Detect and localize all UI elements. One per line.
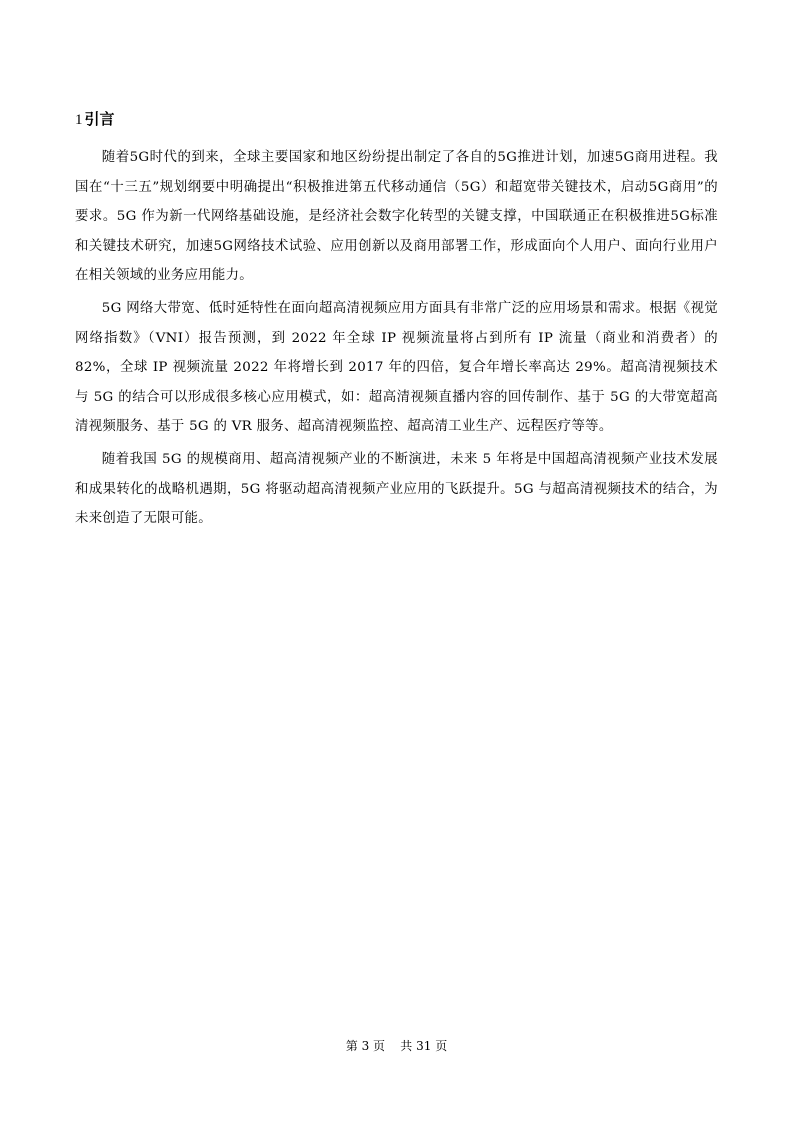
section-number: 1 <box>75 112 83 128</box>
section-body <box>75 143 718 537</box>
paragraph-outlook: 随着我国 5G 的规模商用、超高清视频产业的不断演进，未来 5 年将是中国超高清视频产业技术发展和成果转化的战略机遇期，5G 将驱动超高清视频产业应用的飞跃提升。5G 与超高清视频技术的结合，为未来创造了无限可能。 <box>75 451 718 527</box>
section-title: 引言 <box>84 110 115 128</box>
page-footer: 第 3 页 共 31 页 <box>345 1039 448 1053</box>
paragraph-video-demand: 5G 网络大带宽、低时延特性在面向超高清视频应用方面具有非常广泛的应用场景和需求。根据《视觉网络指数》（VNI）报告预测，到 2022 年全球 IP 视频流量将占到所有 IP 流量（商业和消费者）的 82%，全球 IP 视频流量 2022 年将增长到 2017 年的四倍，复合年增长率高达 29%。超高清视频技术与 5G 的结合可以形成很多核心应用模式，如：超高清视频直播内容的回传制作、基于 5G 的大带宽超高清视频服务、基于 5G 的 VR 服务、超高清视频监控、超高清工业生产、远程医疗等等。 <box>75 300 718 435</box>
section-heading <box>75 109 115 130</box>
paragraph-intro: 随着5G时代的到来，全球主要国家和地区纷纷提出制定了各自的5G推进计划，加速5G商用进程。我国在“十三五”规划纲要中明确提出“积极推进第五代移动通信（5G）和超宽带关键技术，启动5G商用”的要求。5G 作为新一代网络基础设施，是经济社会数字化转型的关键支撑，中国联通正在积极推进5G标准和关键技术研究，加速5G网络技术试验、应用创新以及商用部署工作，形成面向个人用户、面向行业用户在相关领域的业务应用能力。 <box>75 150 718 284</box>
